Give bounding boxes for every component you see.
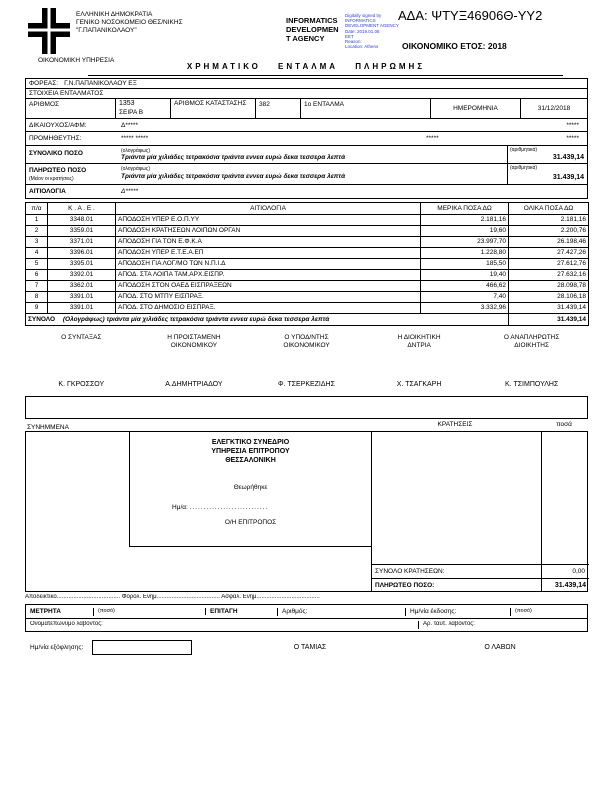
signature-line: Reason: bbox=[345, 39, 362, 45]
table-row bbox=[26, 292, 589, 303]
foreas-value: Γ.Ν.ΠΑΠΑΝΙΚΟΛΑΟΥ ΕΞ bbox=[64, 79, 137, 87]
recipient-name-label: Ονοματεπώνυμο λαβόντος: bbox=[26, 621, 419, 629]
list-number-label: ΑΡΙΘΜΟΣ ΚΑΤΑΣΤΑΣΗΣ bbox=[171, 99, 256, 118]
issue-date-label: Ημ/νία έκδοσης: bbox=[406, 608, 511, 616]
fiscal-year: ΟΙΚΟΝΟΜΙΚΟ ΕΤΟΣ: 2018 bbox=[402, 41, 507, 51]
number-value-cell bbox=[116, 99, 171, 118]
supplier-value: ***** ***** bbox=[121, 135, 149, 142]
row-total: 27.632,16 bbox=[509, 270, 589, 281]
row-kae: 3395.01 bbox=[48, 259, 116, 270]
signature-title-line: Ο ΣΥΝΤΑΞΑΣ bbox=[61, 334, 102, 341]
row-partial: 23.997,70 bbox=[421, 237, 509, 248]
signature-title bbox=[475, 334, 588, 350]
payable-total-label: ΠΛΗΡΩΤΕΟ ΠΟΣΟ: bbox=[375, 582, 435, 589]
attachments-label: ΣΥΝΗΜΜΕΝΑ bbox=[27, 424, 69, 431]
cheque-label: ΕΠΙΤΑΓΗ bbox=[206, 608, 278, 616]
row-partial: 2.181,16 bbox=[421, 215, 509, 226]
row-num: 9 bbox=[26, 303, 48, 314]
audit-court-line: ΕΛΕΓΚΤΙΚΟ ΣΥΝΕΔΡΙΟ bbox=[211, 439, 290, 446]
foreas-label: ΦΟΡΕΑΣ: bbox=[29, 79, 59, 87]
deductions-total-row bbox=[371, 564, 589, 578]
signature-title-line: Η ΔΙΟΙΚΗΤΙΚΗ bbox=[397, 334, 441, 341]
settlement-date-box bbox=[92, 640, 192, 655]
header-partial: ΜΕΡΙΚΑ ΠΟΣΑ ΔΩ bbox=[421, 203, 509, 215]
number-value: 1353 bbox=[119, 100, 135, 107]
header-kae: Κ . Α . Ε . bbox=[48, 203, 116, 215]
series-value: ΣΕΙΡΑ Β bbox=[119, 108, 144, 116]
in-words-label: (ολογράφως) bbox=[121, 166, 151, 172]
table-row bbox=[26, 303, 589, 314]
row-desc: ΑΠΟΔΟΣΗ ΣΤΟΝ ΟΑΕΔ ΕΙΣΠΡΑΞΕΩΝ bbox=[116, 281, 421, 292]
signature-title-line: ΟΙΚΟΝΟΜΙΚΟΥ bbox=[170, 342, 218, 349]
deductions-header: ΚΡΑΤΗΣΕΙΣ bbox=[437, 421, 473, 428]
table-header-row bbox=[26, 203, 589, 215]
date-label: ΗΜΕΡΟΜΗΝΙΑ bbox=[431, 99, 521, 118]
header-num: π/α bbox=[26, 203, 48, 215]
total-amount-row bbox=[25, 145, 588, 164]
beneficiary-value: Δ***** bbox=[121, 122, 138, 129]
stamp-line: INFORMATICS bbox=[286, 16, 338, 25]
signature-title bbox=[363, 334, 476, 350]
signature-title-line: Η ΠΡΟΙΣΤΑΜΕΝΗ bbox=[167, 334, 221, 341]
total-amount: 31.439,14 bbox=[552, 153, 584, 161]
digital-stamp-agency bbox=[286, 16, 339, 43]
in-digits-label: (αριθμητικά) bbox=[510, 165, 538, 171]
supplier-label: ΠΡΟΜΗΘΕΥΤΗΣ: bbox=[29, 135, 82, 142]
sum-label: ΣΥΝΟΛΟ bbox=[28, 315, 56, 323]
row-desc: ΑΠΟΔΟΣΗ ΓΙΑ ΤΟΝ Ε.Φ.Κ.Α bbox=[116, 237, 421, 248]
row-num: 7 bbox=[26, 281, 48, 292]
list-number-value: 382 bbox=[256, 99, 301, 118]
hospital-cross-logo bbox=[28, 8, 70, 59]
audit-date-dots: ............................ bbox=[189, 504, 269, 511]
signature-title bbox=[250, 334, 363, 350]
org-hospital-name: "Γ.ΠΑΠΑΝΙΚΟΛΑΟΥ" bbox=[76, 27, 137, 34]
row-kae: 3371.01 bbox=[48, 237, 116, 248]
cheque-number-label: Αριθμός: bbox=[278, 608, 406, 616]
payable-words: Τριάντα μία χιλιάδες τετρακόσια τριάντα εννεα ευρώ δεκα τεσσερα λεπτά bbox=[121, 173, 346, 180]
entalma-type: 1ο ΕΝΤΑΛΜΑ bbox=[301, 99, 431, 118]
payable-sub-label: (Μείον οι κρατήσεις) bbox=[29, 176, 74, 182]
receipts-line: Αποδεικτικό...................................... Φορολ. Ενημ...................................... Ασφαλ. Ενημ...................................... bbox=[25, 594, 320, 600]
signature-line: Digitally signed by bbox=[345, 13, 382, 18]
in-words-label: (ολογράφως) bbox=[121, 148, 151, 154]
payable-total-value: 31.439,14 bbox=[554, 581, 586, 589]
row-num: 8 bbox=[26, 292, 48, 303]
beneficiary-label: ΔΙΚΑΙΟΥΧΟΣ/ΑΦΜ: bbox=[29, 122, 87, 129]
deductions-section bbox=[25, 431, 588, 592]
signature-name: Φ. ΤΣΕΡΚΕΖΙΔΗΣ bbox=[278, 381, 335, 388]
payable-label: ΠΛΗΡΩΤΕΟ ΠΟΣΟ bbox=[29, 167, 87, 174]
cheque-amount-label: (ποσό) bbox=[515, 608, 532, 614]
row-total: 2.200,76 bbox=[509, 226, 589, 237]
row-kae: 3391.01 bbox=[48, 292, 116, 303]
table-row bbox=[26, 281, 589, 292]
signature-name: Χ. ΤΣΑΓΚΑΡΗ bbox=[396, 381, 442, 388]
approved-label: Θεωρήθηκε bbox=[233, 484, 268, 491]
payment-method-row bbox=[25, 604, 588, 619]
audit-date-line bbox=[172, 504, 268, 512]
row-total: 28.098,78 bbox=[509, 281, 589, 292]
expense-table bbox=[25, 202, 589, 326]
deductions-total-label: ΣΥΝΟΛΟ ΚΡΑΤΗΣΕΩΝ: bbox=[375, 567, 445, 575]
signature-name: Κ. ΤΣΙΜΠΟΥΛΗΣ bbox=[505, 381, 559, 388]
row-num: 5 bbox=[26, 259, 48, 270]
row-desc: ΑΠΟΔΟΣΗ ΓΙΑ ΛΟΓ/ΜΟ ΤΩΝ Ν.Π.Ι.Δ bbox=[116, 259, 421, 270]
deductions-amounts-label: ποσά bbox=[556, 421, 572, 428]
row-partial: 466,62 bbox=[421, 281, 509, 292]
reason-row bbox=[25, 184, 588, 199]
stamp-line: DEVELOPMEN bbox=[286, 25, 339, 34]
row-total: 27.612,76 bbox=[509, 259, 589, 270]
row-desc: ΑΠΟΔΟΣΗ ΥΠΕΡ Ε.Ο.Π.ΥΥ bbox=[116, 215, 421, 226]
signature-name: Α.ΔΗΜΗΤΡΙΑΔΟΥ bbox=[165, 381, 223, 388]
row-num: 3 bbox=[26, 237, 48, 248]
row-desc: ΑΠΟΔ. ΣΤΟ ΜΤΠΥ ΕΙΣΠΡΑΞ. bbox=[116, 292, 421, 303]
row-num: 6 bbox=[26, 270, 48, 281]
supplier-right-value: ***** bbox=[566, 135, 579, 142]
in-digits-label: (αριθμητικά) bbox=[510, 147, 538, 153]
signature-line: Location: Athens bbox=[345, 44, 379, 50]
row-partial: 19,40 bbox=[421, 270, 509, 281]
cashier-label: Ο ΤΑΜΙΑΣ bbox=[293, 644, 327, 651]
row-total: 27.427,26 bbox=[509, 248, 589, 259]
table-row bbox=[26, 237, 589, 248]
digital-signature-text bbox=[345, 13, 403, 49]
date-value: 31/12/2018 bbox=[537, 105, 571, 112]
payable-words-cell bbox=[26, 164, 507, 184]
reason-value: Δ***** bbox=[121, 188, 139, 195]
row-num: 2 bbox=[26, 226, 48, 237]
numbers-row bbox=[25, 98, 588, 119]
title-underline bbox=[88, 75, 563, 76]
row-desc: ΑΠΟΔ. ΣΤΟ ΔΗΜΟΣΙΟ ΕΙΣΠΡΑΞ. bbox=[116, 303, 421, 314]
row-total: 2.181,16 bbox=[509, 215, 589, 226]
signature-line: INFORMATICS bbox=[345, 18, 376, 24]
payable-total-row bbox=[371, 578, 589, 593]
audit-service-line: ΥΠΗΡΕΣΙΑ ΕΠΙΤΡΟΠΟΥ bbox=[211, 448, 290, 455]
row-partial: 1.228,80 bbox=[421, 248, 509, 259]
supplier-row bbox=[25, 131, 588, 146]
row-total: 28.106,18 bbox=[509, 292, 589, 303]
sum-words: (Ολογράφως) τριάντα μία χιλιάδες τετρακόσια τριάντα εννεα ευρώ δεκα τεσσερα λεπτά bbox=[62, 315, 330, 323]
beneficiary-row bbox=[25, 118, 588, 132]
row-total: 31.439,14 bbox=[509, 303, 589, 314]
stamp-line: T AGENCY bbox=[286, 34, 325, 43]
ada-code: ΑΔΑ: ΨΤΥΞ46906Θ-ΥΥ2 bbox=[398, 8, 543, 23]
org-hospital: ΓΕΝΙΚΟ ΝΟΣΟΚΟΜΕΙΟ ΘΕΣ/ΝΙΚΗΣ bbox=[76, 19, 183, 26]
signature-title bbox=[25, 334, 138, 350]
row-kae: 3391.01 bbox=[48, 303, 116, 314]
header-total: ΟΛΙΚΑ ΠΟΣΑ ΔΩ bbox=[509, 203, 589, 215]
row-desc: ΑΠΟΔΟΣΗ ΚΡΑΤΗΣΕΩΝ ΛΟΙΠΩΝ ΟΡΓΑΝ bbox=[116, 226, 421, 237]
payable-amount: 31.439,14 bbox=[552, 173, 584, 181]
signature-names-row bbox=[25, 381, 588, 390]
section-title: ΣΤΟΙΧΕΙΑ ΕΝΤΑΛΜΑΤΟΣ bbox=[29, 89, 104, 97]
recipient-id-label: Αρ. ταυτ. λαβόντος: bbox=[423, 621, 475, 628]
signature-title-line: ΔΝΤΡΙΑ bbox=[407, 342, 431, 349]
row-total: 26.198,46 bbox=[509, 237, 589, 248]
table-row bbox=[26, 259, 589, 270]
cash-amount-label: (ποσό) bbox=[94, 608, 206, 615]
total-digits-cell bbox=[507, 146, 587, 163]
signature-name: Κ. ΓΚΡΟΣΣΟΥ bbox=[58, 381, 105, 388]
org-block bbox=[76, 11, 183, 35]
row-partial: 7,40 bbox=[421, 292, 509, 303]
table-total-row bbox=[26, 314, 589, 326]
row-desc: ΑΠΟΔ. ΣΤΑ ΛΟΙΠΑ ΤΑΜ.ΑΡΧ.ΕΙΣΠΡ. bbox=[116, 270, 421, 281]
row-num: 4 bbox=[26, 248, 48, 259]
signature-title-line: ΔΙΟΙΚΗΤΗΣ bbox=[514, 342, 550, 349]
sum-words-cell bbox=[26, 314, 509, 326]
supplier-mid-value: ***** bbox=[426, 135, 439, 142]
row-partial: 3.332,96 bbox=[421, 303, 509, 314]
payable-amount-row bbox=[25, 163, 588, 185]
deductions-total-value: 0,00 bbox=[572, 567, 585, 575]
row-kae: 3362.01 bbox=[48, 281, 116, 292]
header-desc: ΑΙΤΙΟΛΟΓΙΑ bbox=[116, 203, 421, 215]
number-label: ΑΡΙΘΜΟΣ bbox=[26, 99, 116, 118]
signature-title-line: Ο ΑΝΑΠΛΗΡΩΤΗΣ bbox=[503, 334, 560, 341]
row-partial: 19,60 bbox=[421, 226, 509, 237]
signature-title bbox=[138, 334, 251, 350]
table-row bbox=[26, 226, 589, 237]
page-title: ΧΡΗΜΑΤΙΚΟ ΕΝΤΑΛΜΑ ΠΛΗΡΩΜΗΣ bbox=[186, 62, 426, 71]
payable-digits-cell bbox=[507, 164, 587, 184]
receiver-label: Ο ΛΑΒΩΝ bbox=[484, 644, 516, 651]
beneficiary-right-value: ***** bbox=[566, 122, 579, 129]
reason-label: ΑΙΤΙΟΛΟΓΙΑ bbox=[29, 188, 66, 195]
recipient-row bbox=[25, 618, 588, 632]
total-label: ΣΥΝΟΛΙΚΟ ΠΟΣΟ bbox=[29, 150, 83, 157]
audit-city-line: ΘΕΣΣΑΛΟΝΙΚΗ bbox=[225, 457, 276, 464]
row-kae: 3359.01 bbox=[48, 226, 116, 237]
signature-line: Date: 2019.01.08 bbox=[345, 28, 380, 34]
org-republic: ΕΛΛΗΝΙΚΗ ΔΗΜΟΚΡΑΤΙΑ bbox=[76, 11, 153, 18]
table-row bbox=[26, 248, 589, 259]
org-department: ΟΙΚΟΝΟΜΙΚΗ ΥΠΗΡΕΣΙΑ bbox=[38, 57, 115, 64]
total-words: Τριάντα μία χιλιάδες τετρακόσια τριάντα εννεα ευρώ δεκα τεσσερα λεπτά bbox=[121, 154, 346, 161]
row-kae: 3348.01 bbox=[48, 215, 116, 226]
table-row bbox=[26, 270, 589, 281]
audit-date-label: Ημ/α: bbox=[172, 504, 188, 511]
row-kae: 3392.01 bbox=[48, 270, 116, 281]
settlement-date-label: Ημ/νία εξόφλησης: bbox=[30, 644, 84, 651]
row-num: 1 bbox=[26, 215, 48, 226]
row-partial: 185,50 bbox=[421, 259, 509, 270]
signature-line: EET bbox=[345, 33, 354, 39]
signature-line: DEVELOPMENT AGENCY bbox=[345, 23, 399, 29]
signature-title-line: Ο ΥΠΟΔ/ΝΤΗΣ bbox=[284, 334, 329, 341]
signature-empty-box bbox=[25, 396, 588, 419]
sum-amount: 31.439,14 bbox=[509, 314, 589, 326]
row-desc: ΑΠΟΔΟΣΗ ΥΠΕΡ Ε.Τ.Ε.Α.ΕΠ bbox=[116, 248, 421, 259]
audit-stamp-box bbox=[129, 431, 372, 547]
signature-title-line: ΟΙΚΟΝΟΜΙΚΟΥ bbox=[283, 342, 330, 349]
total-words-cell bbox=[26, 146, 507, 163]
commissioner-label: Ο/Η ΕΠΙΤΡΟΠΟΣ bbox=[224, 519, 277, 526]
signature-titles-row bbox=[25, 334, 588, 350]
row-kae: 3396.01 bbox=[48, 248, 116, 259]
cash-label: ΜΕΤΡΗΤΑ bbox=[26, 608, 94, 616]
table-row bbox=[26, 215, 589, 226]
